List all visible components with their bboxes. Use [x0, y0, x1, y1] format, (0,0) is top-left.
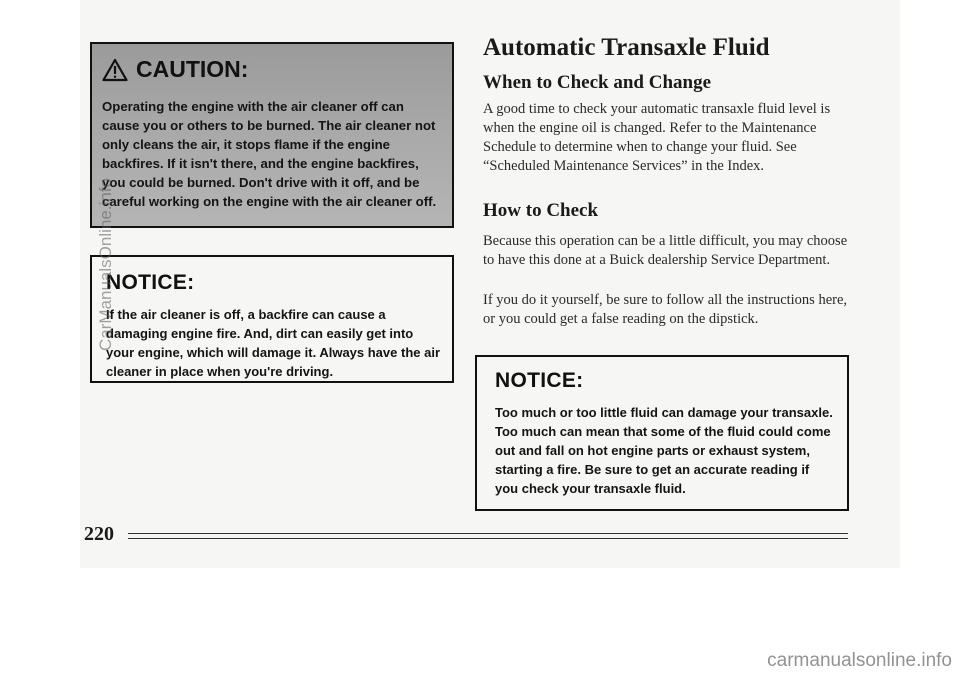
site-watermark: carmanualsonline.info [767, 650, 952, 671]
footer-rule [128, 533, 848, 534]
when-paragraph: A good time to check your automatic transaxle fluid level is when the engine oil is changed. Refer to the Maintenance Schedule to determine when to change your fluid. See “Scheduled Maintenance Services” in the Index. [483, 101, 831, 174]
caution-text: Operating the engine with the air cleaner off can cause you or others to be burned. The air cleaner not only cleans the air, it stops flame if the engine backfires. If it isn't there, and the engine backfires, you could be burned. Don't drive with it off, and be careful working on the engine with the air cleaner off. [102, 99, 437, 209]
caution-box [90, 42, 454, 228]
notice-text: Too much or too little fluid can damage your transaxle. Too much can mean that some of the fluid could come out and fall on hot engine parts or exhaust system, starting a fire. Be sure to get an accurate reading if you check your transaxle fluid. [495, 405, 833, 496]
side-watermark: CarManualsOnline.info [96, 178, 115, 352]
notice-title: NOTICE: [495, 369, 584, 392]
notice-box-air-cleaner [90, 255, 454, 383]
section-title: Automatic Transaxle Fluid [483, 34, 770, 61]
how-paragraph-2: If you do it yourself, be sure to follow all the instructions here, or you could get a false reading on the dipstick. [483, 292, 848, 327]
warning-triangle-icon [102, 58, 128, 82]
notice-text: If the air cleaner is off, a backfire can cause a damaging engine fire. And, dirt can easily get into your engine, which will damage it. Always have the air cleaner in place when you're driving. [106, 307, 441, 379]
caution-header [102, 56, 442, 83]
page-number: 220 [84, 523, 114, 545]
how-heading: How to Check [483, 200, 599, 221]
when-heading: When to Check and Change [483, 72, 712, 93]
notice-title: NOTICE: [106, 271, 195, 294]
footer-rule [128, 538, 848, 539]
caution-title: CAUTION: [136, 56, 249, 82]
notice-box-fluid [475, 355, 849, 511]
how-paragraph-1: Because this operation can be a little difficult, you may choose to have this done at a Buick dealership Service Department. [483, 233, 848, 268]
